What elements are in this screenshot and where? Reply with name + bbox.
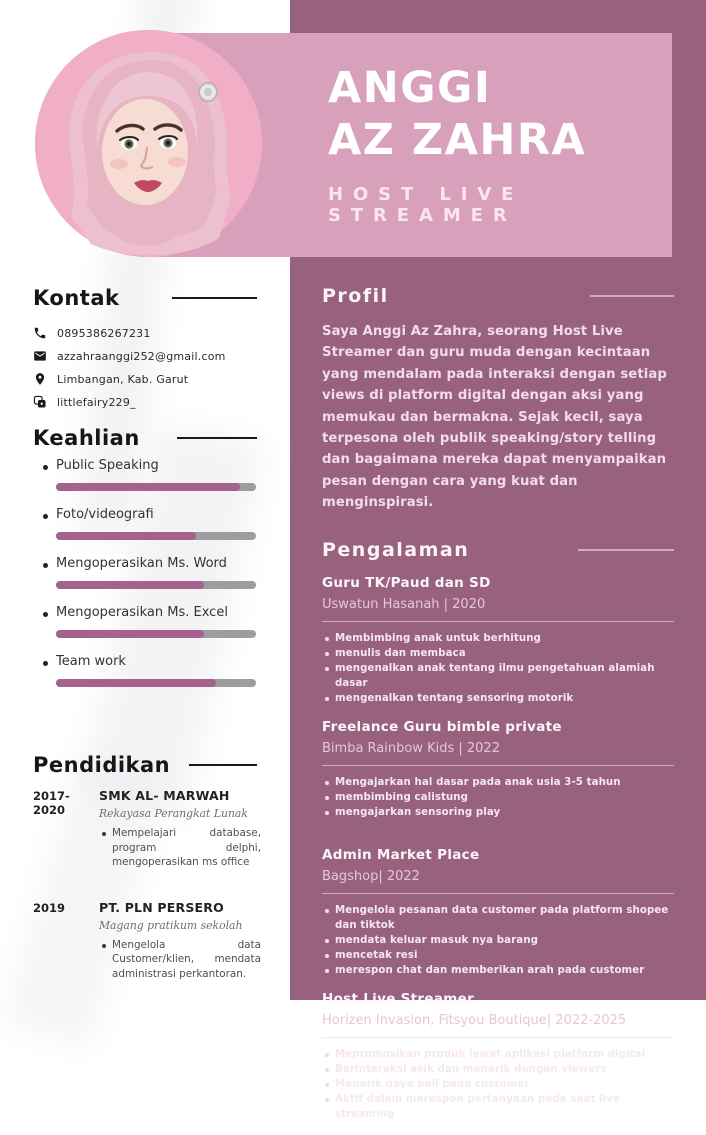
phone-number: 0895386267231 bbox=[57, 326, 151, 340]
education-major: Rekayasa Perangkat Lunak bbox=[99, 807, 248, 820]
skill-bar-track bbox=[56, 679, 256, 687]
phone-icon bbox=[33, 326, 47, 340]
heading-rule bbox=[172, 297, 257, 299]
skill-item bbox=[33, 556, 257, 589]
education-school: SMK AL- MARWAH bbox=[99, 788, 230, 803]
experience-org: Bimba Rainbow Kids | 2022 bbox=[322, 741, 500, 757]
skill-bar-track bbox=[56, 630, 256, 638]
heading-rule bbox=[590, 295, 674, 297]
email-address: azzahraanggi252@gmail.com bbox=[57, 349, 226, 363]
left-sidebar bbox=[33, 0, 261, 1000]
name-line-1: ANGGI bbox=[328, 63, 492, 113]
education-item bbox=[33, 788, 261, 870]
experience-item bbox=[322, 991, 674, 1122]
section-title-pengalaman: Pengalaman bbox=[322, 539, 470, 562]
experience-item bbox=[322, 847, 674, 978]
profile-section-heading bbox=[322, 285, 674, 307]
experience-bullets bbox=[322, 631, 674, 706]
experience-bullet: Berinteraksi asik dan menarik dengan viewers bbox=[322, 1062, 674, 1077]
contact-list bbox=[33, 326, 257, 418]
experience-title: Guru TK/Paud dan SD bbox=[322, 575, 491, 592]
section-title-keahlian: Keahlian bbox=[33, 426, 140, 450]
section-title-profil: Profil bbox=[322, 285, 389, 307]
divider bbox=[322, 621, 674, 622]
education-detail: Mempelajari database, program delphi, mengoperasikan ms office bbox=[99, 826, 261, 870]
skill-label: Foto/videografi bbox=[33, 507, 257, 522]
contact-row-email bbox=[33, 349, 257, 363]
email-icon bbox=[33, 349, 47, 363]
experience-bullet: mendata keluar masuk nya barang bbox=[322, 933, 674, 948]
skill-label: Public Speaking bbox=[33, 458, 257, 473]
education-section-heading bbox=[33, 753, 257, 777]
experience-bullet: menulis dan membaca bbox=[322, 646, 674, 661]
experience-bullet: mencetak resi bbox=[322, 948, 674, 963]
skills-section-heading bbox=[33, 426, 257, 450]
experience-bullet: mengajarkan sensoring play bbox=[322, 805, 674, 820]
skill-bar-track bbox=[56, 581, 256, 589]
experience-bullets bbox=[322, 1047, 674, 1122]
education-detail: Mengelola data Customer/klien, mendata administrasi perkantoran. bbox=[99, 938, 261, 982]
skill-bar-track bbox=[56, 532, 256, 540]
divider bbox=[322, 893, 674, 894]
skill-item bbox=[33, 458, 257, 491]
education-years: 2019 bbox=[33, 900, 66, 915]
education-major: Magang pratikum sekolah bbox=[99, 918, 243, 932]
experience-item bbox=[322, 719, 674, 820]
experience-bullets bbox=[322, 775, 674, 820]
profile-text: Saya Anggi Az Zahra, seorang Host Live Streamer dan guru muda dengan kecintaan yang mendalam pada interaksi dengan setiap views di platform digital dengan aksi yang memukau dan bermakna. Sejak kecil, saya terpesona oleh publik speaking/story telling dan bagaimana mereka dapat menyampaikan pesan dengan cara yang kuat dan menginspirasi. bbox=[322, 324, 667, 510]
skill-bar-fill bbox=[56, 679, 216, 687]
job-title: HOST LIVE STREAMER bbox=[328, 184, 524, 227]
skill-label: Team work bbox=[33, 654, 257, 669]
section-title-kontak: Kontak bbox=[33, 286, 120, 310]
experience-section-heading bbox=[322, 539, 674, 561]
divider bbox=[322, 1037, 674, 1038]
experience-org: Uswatun Hasanah | 2020 bbox=[322, 597, 486, 613]
experience-title: Host Live Streamer bbox=[322, 991, 475, 1008]
experience-bullet: membimbing calistung bbox=[322, 790, 674, 805]
skill-bar-fill bbox=[56, 483, 240, 491]
skill-label: Mengoperasikan Ms. Excel bbox=[33, 605, 257, 620]
main-content bbox=[322, 285, 674, 1135]
experience-title: Freelance Guru bimble private bbox=[322, 719, 562, 736]
education-list bbox=[33, 788, 261, 1011]
education-school: PT. PLN PERSERO bbox=[99, 899, 224, 915]
experience-bullet: Membimbing anak untuk berhitung bbox=[322, 631, 674, 646]
education-years: 2017-2020 bbox=[33, 789, 70, 817]
skill-item bbox=[33, 507, 257, 540]
skill-item bbox=[33, 605, 257, 638]
skill-label: Mengoperasikan Ms. Word bbox=[33, 556, 257, 571]
experience-bullet: Menarik daya beli pada customer bbox=[322, 1077, 674, 1092]
divider bbox=[322, 765, 674, 766]
social-media-icon bbox=[33, 395, 47, 409]
heading-rule bbox=[189, 764, 257, 766]
heading-rule bbox=[177, 437, 257, 439]
experience-bullet: Mepromosikan produk lewat aplikasi platform digital bbox=[322, 1047, 674, 1062]
contact-row-location bbox=[33, 372, 257, 386]
contact-section-heading bbox=[33, 286, 257, 310]
name-line-2: AZ ZAHRA bbox=[328, 114, 587, 165]
section-title-pendidikan: Pendidikan bbox=[33, 753, 171, 777]
experience-item bbox=[322, 575, 674, 706]
skill-item bbox=[33, 654, 257, 687]
skill-bar-fill bbox=[56, 532, 196, 540]
skill-bar-fill bbox=[56, 630, 204, 638]
experience-bullet: mengenalkan anak tentang ilmu pengetahuan alamiah dasar bbox=[322, 661, 674, 691]
contact-row-phone bbox=[33, 326, 257, 340]
skills-list bbox=[33, 458, 257, 703]
heading-rule bbox=[578, 549, 674, 551]
location-pin-icon bbox=[33, 372, 47, 386]
experience-bullets bbox=[322, 903, 674, 978]
education-item bbox=[33, 900, 261, 982]
experience-title: Admin Market Place bbox=[322, 847, 480, 864]
experience-bullet: Aktif dalam merespon pertanyaan pada saat live streaming bbox=[322, 1092, 674, 1122]
experience-bullet: Mengajarkan hal dasar pada anak usia 3-5 tahun bbox=[322, 775, 674, 790]
skill-bar-track bbox=[56, 483, 256, 491]
experience-bullet: mengenalkan tentang sensoring motorik bbox=[322, 691, 674, 706]
skill-bar-fill bbox=[56, 581, 204, 589]
experience-bullet: merespon chat dan memberikan arah pada customer bbox=[322, 963, 674, 978]
social-handle: littlefairy229_ bbox=[57, 395, 136, 409]
location-text: Limbangan, Kab. Garut bbox=[57, 372, 189, 386]
experience-org: Bagshop| 2022 bbox=[322, 869, 420, 885]
contact-row-social bbox=[33, 395, 257, 409]
experience-org: Horizen Invasion, Fitsyou Boutique| 2022-2025 bbox=[322, 1013, 627, 1029]
experience-bullet: Mengelola pesanan data customer pada platform shopee dan tiktok bbox=[322, 903, 674, 933]
